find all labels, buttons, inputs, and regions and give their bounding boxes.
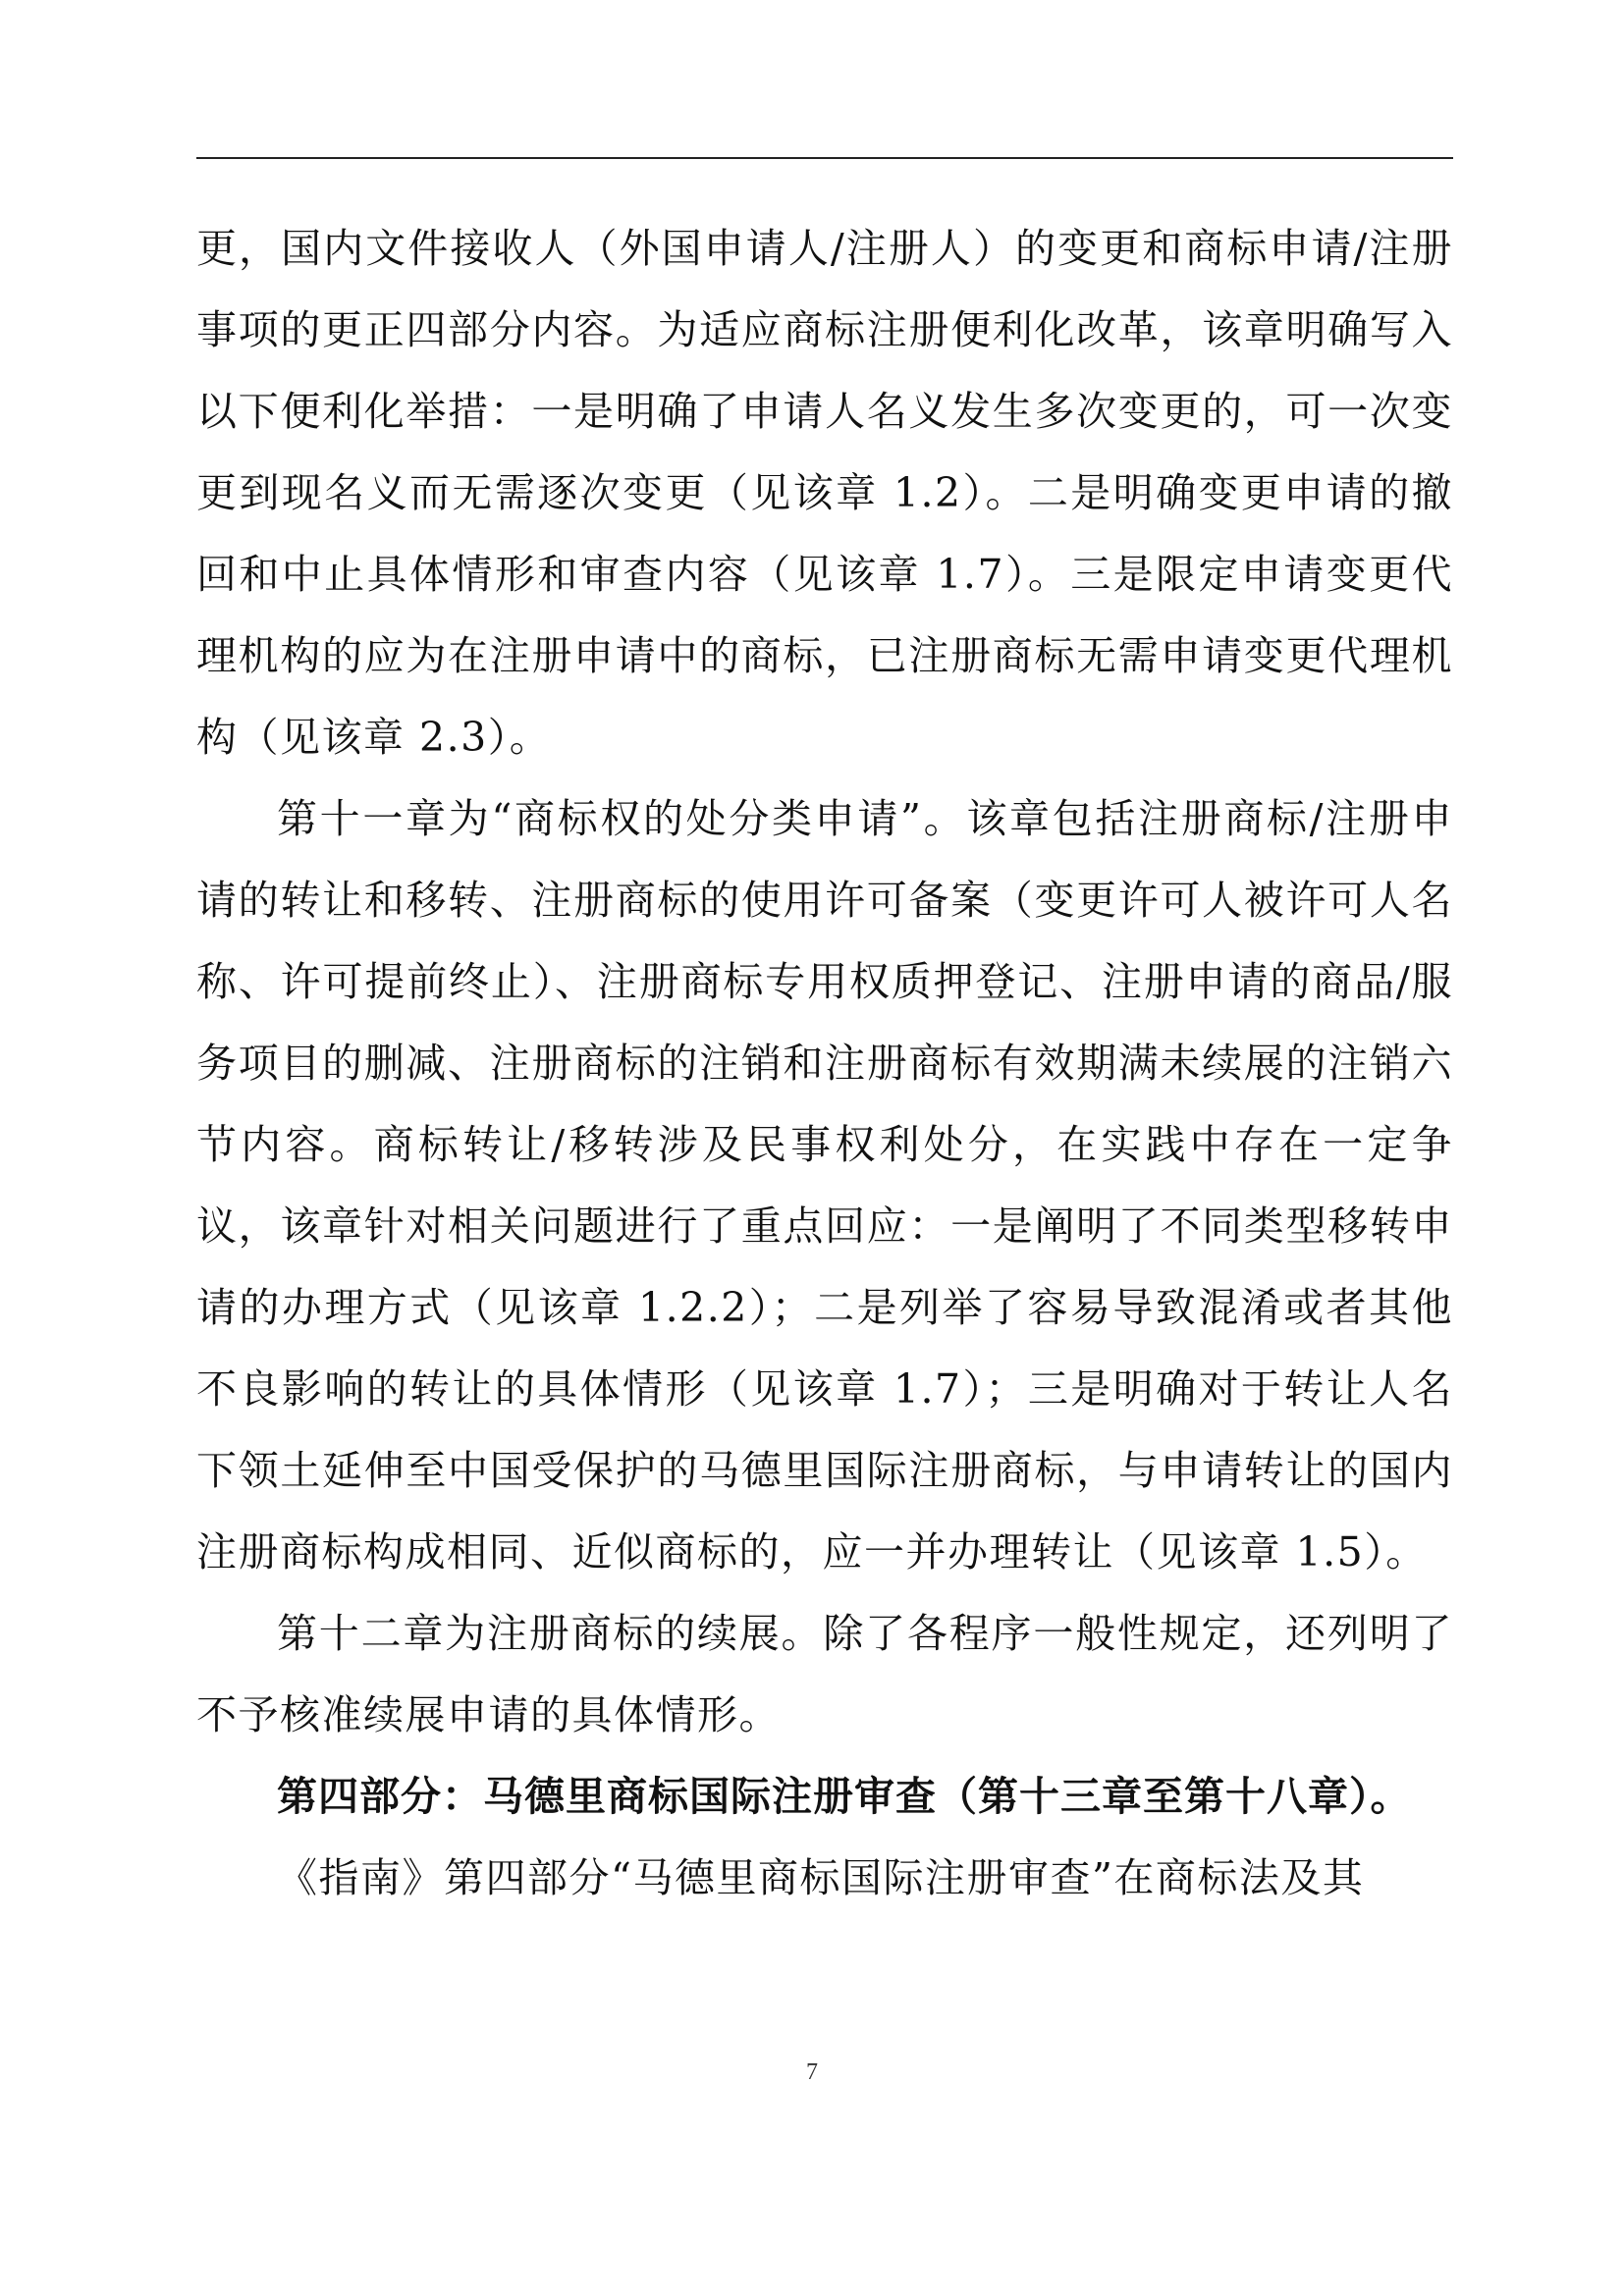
paragraph-continuation: 更，国内文件接收人（外国申请人/注册人）的变更和商标申请/注册事项的更正四部分内容。为适应商标注册便利化改革，该章明确写入以下便利化举措：一是明确了申请人名义发生多次变更的，可一次变更到现名义而无需逐次变更（见该章 1.2）。二是明确变更申请的撤回和中止具体情形和审查内容（见该章 1.7）。三是限定申请变更代理机构的应为在注册申请中的商标，已注册商标无需申请变更代理机构（见该章 2.3）。 (196, 225, 1453, 761)
header-rule (196, 157, 1453, 159)
paragraph-chapter-12: 第十二章为注册商标的续展。除了各程序一般性规定，还列明了不予核准续展申请的具体情形。 (196, 1610, 1453, 1738)
paragraph-chapter-11: 第十一章为“商标权的处分类申请”。该章包括注册商标/注册申请的转让和移转、注册商标的使用许可备案（变更许可人被许可人名称、许可提前终止）、注册商标专用权质押登记、注册申请的商品/服务项目的删减、注册商标的注销和注册商标有效期满未续展的注销六节内容。商标转让/移转涉及民事权利处分，在实践中存在一定争议，该章针对相关问题进行了重点回应：一是阐明了不同类型移转申请的办理方式（见该章 1.2.2）；二是列举了容易导致混淆或者其他不良影响的转让的具体情形（见该章 1.7）；三是明确对于转让人名下领土延伸至中国受保护的马德里国际注册商标，与申请转让的国内注册商标构成相同、近似商标的，应一并办理转让（见该章 1.5）。 (196, 795, 1453, 1575)
body-text (196, 208, 1453, 1919)
section-heading-part-4: 第四部分：马德里商标国际注册审查（第十三章至第十八章）。 (277, 1773, 1412, 1820)
paragraph-part-4-intro: 《指南》第四部分“马德里商标国际注册审查”在商标法及其 (277, 1854, 1365, 1901)
page-number: 7 (806, 2059, 818, 2085)
